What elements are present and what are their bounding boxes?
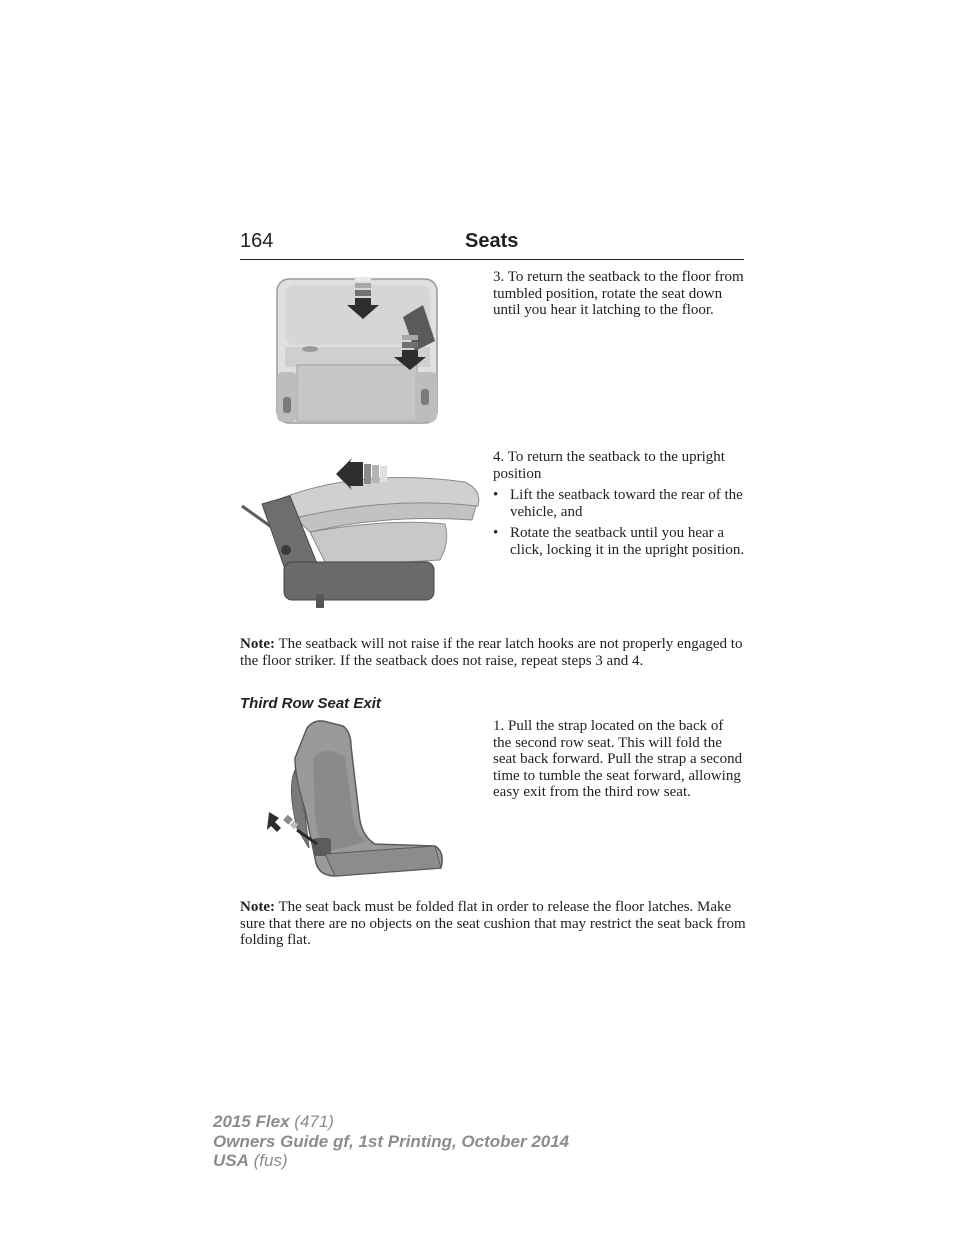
list-item [493,525,745,558]
footer [213,1112,569,1171]
step-4-text [493,449,745,563]
note-rear-latch [240,636,746,669]
bullet-text: Lift the seatback toward the rear of the vehicle, and [510,487,743,520]
footer-model-line [213,1112,569,1132]
note-label: Note: [240,899,275,915]
bullet-text: Rotate the seatback until you hear a click, locking it in the upright position. [510,525,745,558]
footer-market-code: (fus) [248,1151,288,1170]
third-row-step-1-paragraph: 1. Pull the strap located on the back of the second row seat. This will fold the seat back forward. Pull the strap a second time to tumble the seat forward, allowing easy exit from the third row seat. [493,718,743,800]
section-title: Seats [465,230,519,252]
footer-model-code: (471) [289,1112,334,1131]
footer-market: USA [213,1151,249,1170]
step-3-text [493,269,745,319]
note-label: Note: [240,636,275,652]
footer-guide: Owners Guide gf, 1st Printing, October 2014 [213,1131,570,1151]
header-rule [240,259,744,260]
second-row-seat-strap-illustration [265,718,445,883]
list-item [493,487,745,520]
third-row-step-1-text [493,718,745,801]
upright-seatback-illustration [240,458,485,610]
third-row-seat-exit-heading: Third Row Seat Exit [240,695,381,712]
footer-guide-line [213,1132,569,1152]
bullet-icon: • [493,525,499,541]
step-3-paragraph: 3. To return the seatback to the floor from tumbled position, rotate the seat down until you hear it latching to the floor. [493,269,744,318]
footer-market-line [213,1151,569,1171]
note-text: The seat back must be folded flat in order to release the floor latches. Make sure that there are no objects on the seat cushion that may restrict the seat back from folding flat. [240,899,746,948]
footer-model: 2015 Flex [213,1112,290,1131]
page-number: 164 [240,230,274,252]
note-text: The seatback will not raise if the rear latch hooks are not properly engaged to the floor striker. If the seatback does not raise, repeat steps 3 and 4. [240,636,743,669]
step-4-paragraph: 4. To return the seatback to the upright position [493,449,725,482]
tumbled-seat-illustration [275,277,445,427]
bullet-icon: • [493,487,499,503]
step-4-bullet-list [493,487,745,558]
note-seat-back-flat [240,899,746,949]
